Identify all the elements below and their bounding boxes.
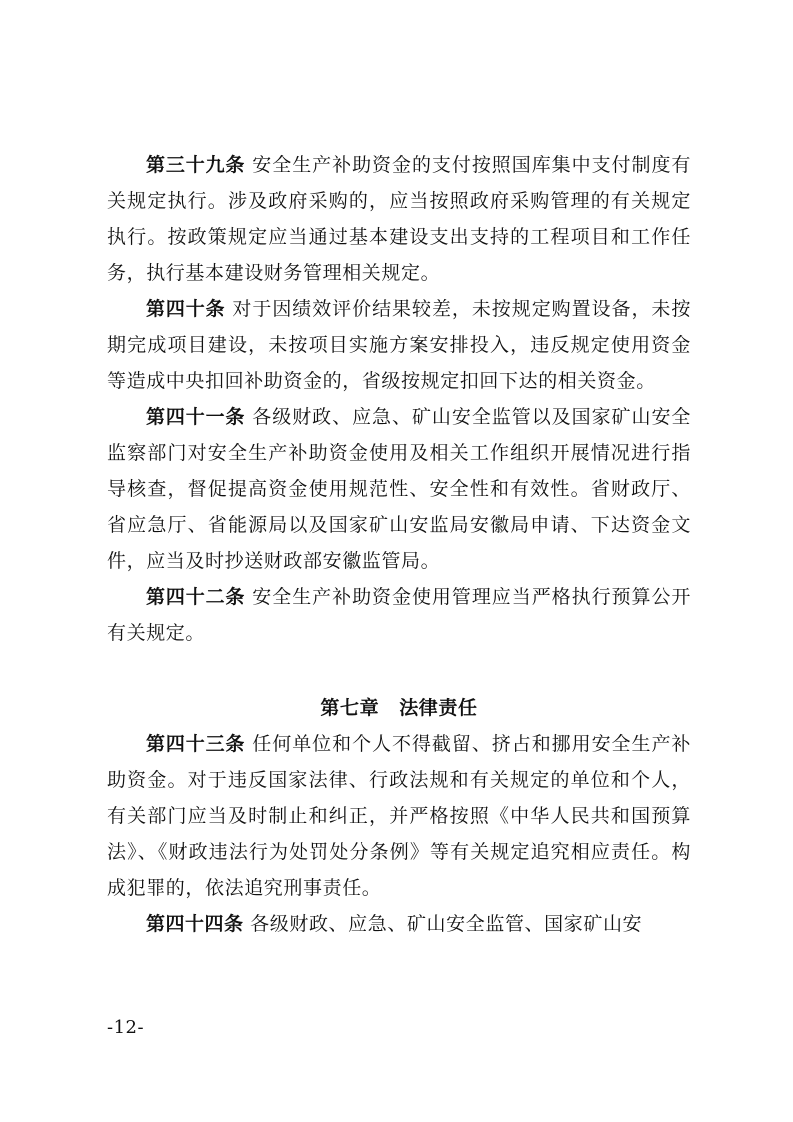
article-text: 各级财政、应急、矿山安全监管、国家矿山安 bbox=[250, 913, 643, 935]
article-text: 安全生产补助资金使用管理应当严格执行预算公开有关规定。 bbox=[107, 586, 691, 644]
article-43 bbox=[107, 726, 691, 906]
document-body bbox=[107, 147, 691, 942]
article-40 bbox=[107, 291, 691, 399]
article-text: 安全生产补助资金的支付按照国库集中支付制度有关规定执行。涉及政府采购的，应当按照政府采购管理的有关规定执行。按政策规定应当通过基本建设支出支持的工程项目和工作任务，执行基本建设财务管理相关规定。 bbox=[107, 154, 691, 284]
article-44 bbox=[107, 906, 691, 942]
article-number: 第四十条 bbox=[146, 298, 226, 320]
chapter-title: 法律责任 bbox=[399, 697, 478, 719]
chapter-number: 第七章 bbox=[320, 697, 380, 719]
page-number: -12- bbox=[107, 1017, 145, 1038]
article-number: 第四十三条 bbox=[146, 733, 246, 755]
article-number: 第四十二条 bbox=[146, 586, 246, 608]
article-41 bbox=[107, 399, 691, 579]
article-text: 各级财政、应急、矿山安全监管以及国家矿山安全监察部门对安全生产补助资金使用及相关工作组织开展情况进行指导核查，督促提高资金使用规范性、安全性和有效性。省财政厅、省应急厅、省能源局以及国家矿山安监局安徽局申请、下达资金文件，应当及时抄送财政部安徽监管局。 bbox=[107, 406, 691, 572]
article-42 bbox=[107, 579, 691, 651]
chapter-heading bbox=[107, 690, 691, 726]
article-number: 第四十四条 bbox=[146, 913, 244, 935]
article-text: 对于因绩效评价结果较差，未按规定购置设备，未按期完成项目建设，未按项目实施方案安排投入，违反规定使用资金等造成中央扣回补助资金的，省级按规定扣回下达的相关资金。 bbox=[107, 298, 691, 392]
article-number: 第四十一条 bbox=[146, 406, 246, 428]
article-39 bbox=[107, 147, 691, 291]
article-number: 第三十九条 bbox=[146, 154, 246, 176]
article-text: 任何单位和个人不得截留、挤占和挪用安全生产补助资金。对于违反国家法律、行政法规和有关规定的单位和个人，有关部门应当及时制止和纠正，并严格按照《中华人民共和国预算法》、《财政违法行为处罚处分条例》等有关规定追究相应责任。构成犯罪的，依法追究刑事责任。 bbox=[107, 733, 691, 899]
